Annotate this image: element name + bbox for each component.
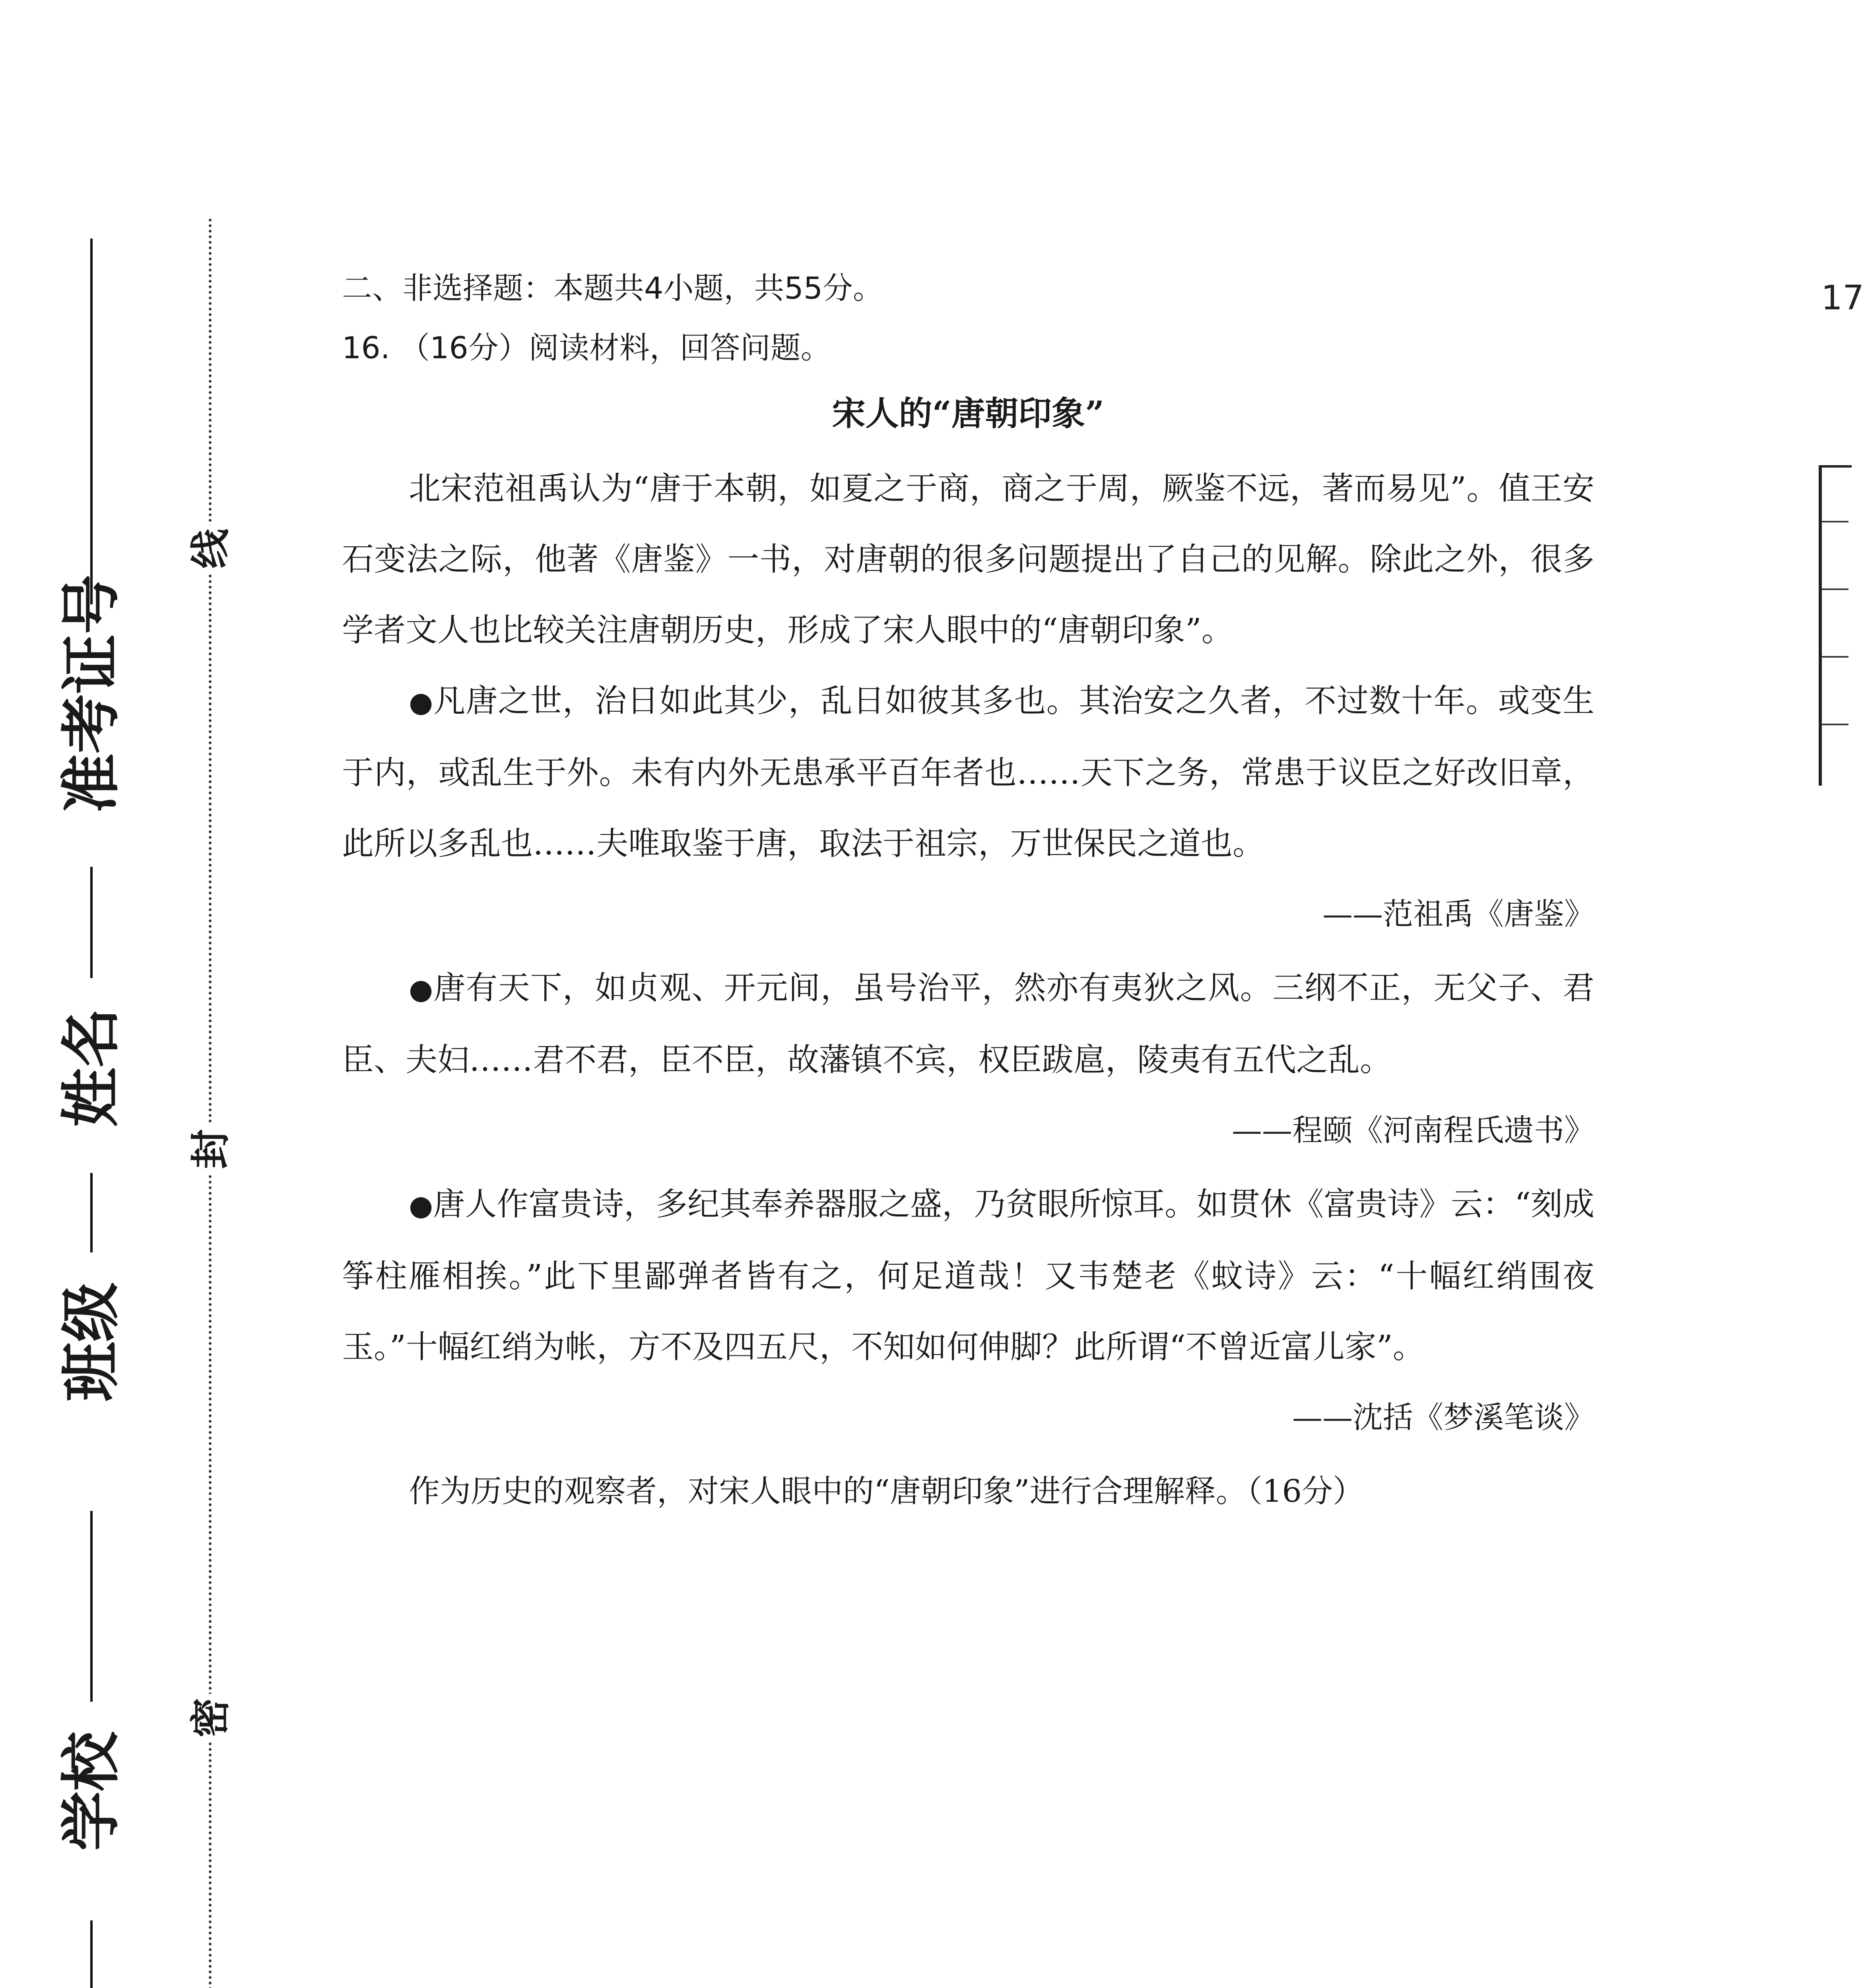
quote-source: ——范祖禹《唐鉴》: [1322, 896, 1594, 932]
edge-page-fragment: 17: [1821, 278, 1864, 318]
class-label: 班级: [56, 1282, 126, 1402]
school-field: [28, 1511, 155, 1881]
quote-text: 唐人作富贵诗，多纪其奉养器服之盛，乃贫眼所惊耳。如贯休《富贵诗》云：“刻成筝柱雁相挨。”此下里鄙弹者皆有之，何足道哉！又韦楚老《蚊诗》云：“十幅红绡围夜玉。”十幅红绡为帐，方不及四五尺，不知如何伸脚？此所谓“不曾近富儿家”。: [342, 1186, 1594, 1365]
school-label: 学校: [56, 1731, 126, 1851]
name-field: [28, 867, 155, 1157]
quote-source: ——沈括《梦溪笔谈》: [1292, 1400, 1594, 1435]
edge-table-rule: [1821, 656, 1848, 658]
school-line: [90, 1511, 93, 1702]
quote-paragraph: [342, 953, 1594, 1095]
quote-block: [342, 1169, 1594, 1452]
seal-char-line: 线: [191, 525, 231, 573]
exam-number-field: [28, 239, 155, 813]
question-content: [342, 258, 1594, 1527]
bullet-icon: ●: [409, 1189, 433, 1222]
quote-source: ——程颐《河南程氏遗书》: [1232, 1112, 1594, 1148]
section-title: 二、非选择题：本题共4小题，共55分。: [342, 270, 883, 306]
exam-number-label: 准考证号: [57, 574, 126, 813]
class-line: [90, 1173, 93, 1252]
task-prompt: 作为历史的观察者，对宋人眼中的“唐朝印象”进行合理解释。（16分）: [409, 1474, 1364, 1509]
class-field: [28, 1173, 155, 1431]
quote-text: 唐有天下，如贞观、开元间，虽号治平，然亦有夷狄之风。三纲不正，无父子、君臣、夫妇……君不君，臣不臣，故藩镇不宾，权臣跋扈，陵夷有五代之乱。: [342, 969, 1594, 1078]
bullet-icon: ●: [409, 686, 434, 718]
seal-char-seal: 封: [191, 1125, 231, 1173]
quote-block: [342, 666, 1594, 949]
question-stem: 16. （16分）阅读材料，回答问题。: [342, 330, 831, 365]
quote-block: [342, 953, 1594, 1165]
bullet-icon: ●: [409, 973, 434, 1006]
district-field: [28, 1920, 155, 1988]
edge-table-rule: [1821, 521, 1848, 522]
quote-paragraph: [342, 1169, 1594, 1382]
edge-table-fragment: [1819, 465, 1852, 786]
material-title: 宋人的“唐朝印象”: [832, 394, 1105, 433]
seal-char-secret: 密: [191, 1694, 231, 1741]
quote-paragraph: [342, 666, 1594, 879]
exam-number-line: [90, 239, 93, 604]
name-label: 姓名: [56, 1008, 126, 1128]
edge-table-rule: [1821, 588, 1848, 590]
edge-table-rule: [1821, 724, 1848, 725]
intro-paragraph: 北宋范祖禹认为“唐于本朝，如夏之于商，商之于周，厥鉴不远，著而易见”。值王安石变法之际，他著《唐鉴》一书，对唐朝的很多问题提出了自己的见解。除此之外，很多学者文人也比较关注唐朝历史，形成了宋人眼中的“唐朝印象”。: [342, 470, 1594, 648]
name-line: [90, 867, 93, 978]
district-line: [90, 1920, 93, 1988]
quote-text: 凡唐之世，治日如此其少，乱日如彼其多也。其治安之久者，不过数十年。或变生于内，或乱生于外。未有内外无患承平百年者也……天下之务，常患于议臣之好改旧章，此所以多乱也……夫唯取鉴于唐，取法于祖宗，万世保民之道也。: [342, 682, 1594, 862]
